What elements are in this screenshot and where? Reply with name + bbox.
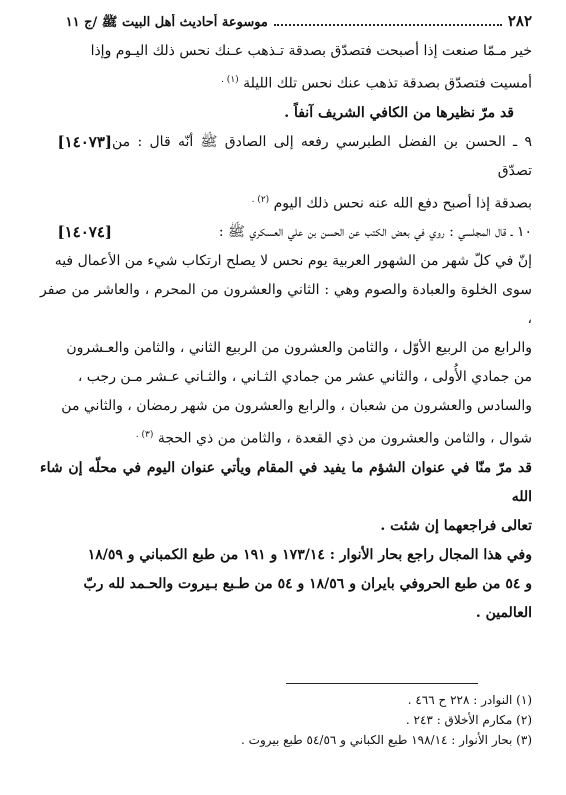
paragraph-1-text: أمسيت فتصدّق بصدقة تذهب عنك نحس تلك الليلة xyxy=(243,75,532,92)
footnote-1: (١) النوادر : ٢٢٨ ح ٤٦٦ . xyxy=(407,693,532,707)
hadith-14073-line-1: ٩ ـ الحسن بن الفضل الطبرسي رفعه إلى الصادق ﷺ أنّه قال : من تصدّق xyxy=(112,133,532,179)
footnote-ref-3: (٣) . xyxy=(135,430,154,441)
paragraph-4-line-2: و ٥٤ من طبع الحروفي بايران و ١٨/٥٦ و ٥٤ من طـبع بـيروت والحـمد لله ربّ xyxy=(83,575,532,592)
footnote-ref-1: (١) . xyxy=(221,75,239,85)
page-number: ٢٨٢ xyxy=(507,12,532,30)
paragraph-2: قد مرّ نظيرها من الكافي الشريف آنفاً . xyxy=(284,104,514,121)
paragraph-3-line-2: تعالى فراجعهما إن شئت . xyxy=(380,517,532,534)
hadith-14074-line-5: من جمادي الأُولى ، والثاني عشر من جمادي الثـاني ، والثـاني عـشر مـن رجب ، xyxy=(77,369,532,386)
hadith-14073 xyxy=(40,128,532,186)
paragraph-3-line-1: قد مرّ منّا في عنوان الشؤم ما يفيد في المقام ويأتي عنوان اليوم في محلّه إن شاء الله xyxy=(40,459,532,505)
running-header xyxy=(40,12,532,37)
hadith-14073-number: [١٤٠٧٣] xyxy=(57,132,112,151)
hadith-14074-text: شوال ، والثامن والعشرون من ذي القعدة ، والثامن من ذي الحجة xyxy=(157,430,532,447)
footnote-separator xyxy=(286,683,478,684)
hadith-14074-line-4: والرابع من الربيع الأوّل ، والثامن والعشرون من الربيع الثاني ، والثامن والعـشرون xyxy=(66,340,532,357)
hadith-14074-line-2: إنّ في كلّ شهر من الشهور العربية يوم نحس لا يصلح ارتكاب شيء من الأعمال فيه xyxy=(54,253,532,270)
paragraph-4-line-3: العالمين . xyxy=(475,604,532,621)
hadith-14074-line-1: ١٠ ـ قال المجلسي : روي في بعض الكتب عن الحسن بن علي العسكري ﷺ : xyxy=(218,224,532,241)
paragraph-1-line-1: خير مـمّا صنعت إذا أصبحت فتصدّق بصدقة تـذهب عـنك نحس ذلك اليـوم وإذا xyxy=(90,43,532,59)
footnotes xyxy=(40,690,532,750)
paragraph-4-line-1: وفي هذا المجال راجع بحار الأنوار : ١٧٣/١٤ و ١٩١ من طبع الكمباني و ١٨/٥٩ xyxy=(87,546,532,563)
hadith-14074-line-6: والسادس والعشرون من شعبان ، والرابع والعشرون من شهر رمضان ، والثاني من xyxy=(61,398,532,415)
footnote-2: (٢) مكارم الأخلاق : ٢٤٣ . xyxy=(405,713,532,727)
hadith-14074-line-7 xyxy=(40,421,532,454)
hadith-14074-number: [١٤٠٧٤] xyxy=(57,223,112,242)
hadith-14073-line-2 xyxy=(40,186,532,219)
hadith-14074 xyxy=(40,218,532,247)
page-content xyxy=(40,12,532,628)
hadith-14074-line-3: سوى الخلوة والعبادة والصوم وهي : الثاني والعشرون من المحرم ، والعاشر من صفر ، xyxy=(40,282,532,328)
hadith-14073-text: بصدقة إذا أصبح دفع الله عنه نحس ذلك اليوم xyxy=(273,195,532,212)
header-title: موسوعة أحاديث أهل البيت ﷺ /ج ١١ xyxy=(65,15,268,30)
paragraph-1-line-2 xyxy=(40,66,532,99)
footnote-3: (٣) بحار الأنوار : ١٩٨/١٤ طبع الكباني و ٥٤/٥٦ طبع بيروت . xyxy=(241,733,532,747)
footnote-ref-2: (٢) . xyxy=(251,194,270,205)
header-dotted-leader xyxy=(274,16,502,26)
